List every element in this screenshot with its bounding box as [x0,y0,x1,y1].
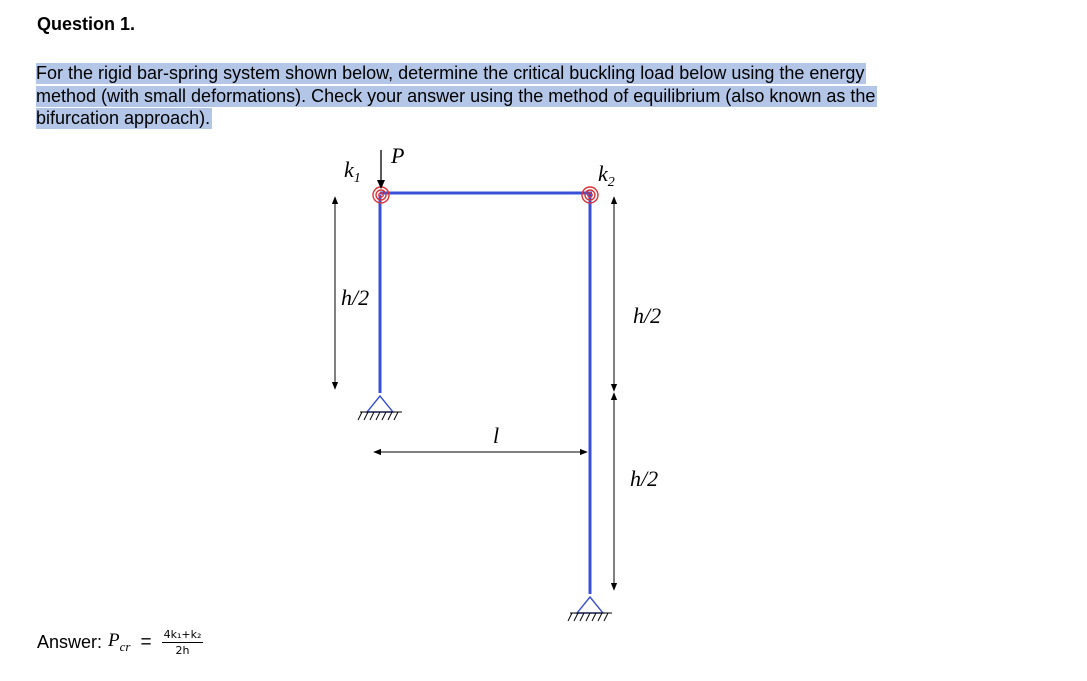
label-k1: $k_1$ [344,157,361,186]
question-line-3: bifurcation approach). [36,108,211,128]
pin-support-icon [358,396,402,420]
pin-support-icon [568,597,612,621]
answer-denominator: 2h [175,644,190,657]
answer-symbol: $P_{cr}$ [108,630,131,654]
answer-line [37,628,203,657]
label-h2-right-bottom: h/2 [630,466,659,491]
answer-fraction [162,628,204,657]
label-k2: $k_2$ [598,161,615,190]
answer-equals: = [140,631,152,653]
label-l: l [493,423,500,448]
label-h2-right-top: h/2 [633,303,662,328]
load-arrow-icon [377,150,385,189]
label-h2-left: h/2 [341,285,370,310]
question-line-1: For the rigid bar-spring system shown below, determine the critical buckling load below using the energy [36,63,865,83]
question-line-2: method (with small deformations). Check your answer using the method of equilibrium (also known as the [36,85,876,106]
label-p: P [391,143,405,168]
answer-numerator: 4k₁+k₂ [163,628,202,641]
question-heading: Question 1. [37,14,136,34]
answer-label: Answer: [37,632,103,652]
